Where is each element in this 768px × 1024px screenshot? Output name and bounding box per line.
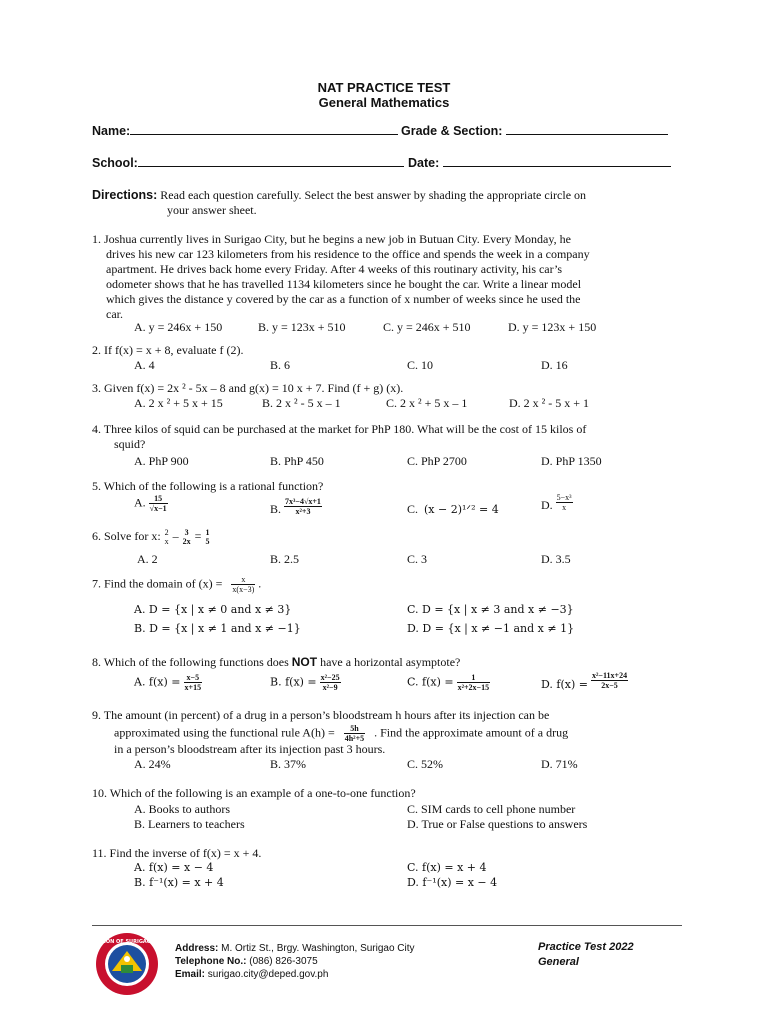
- q7-option-b[interactable]: B. D = {x | x ≠ 1 and x ≠ −1}: [134, 622, 301, 635]
- q5-option-a[interactable]: [134, 494, 168, 513]
- footer-address: [175, 942, 415, 955]
- q11-option-a[interactable]: A. f(x) = x − 4: [134, 861, 214, 874]
- question-4: 4. Three kilos of squid can be purchased at the market for PhP 180. What will be the cost of 15 kilos of: [92, 422, 587, 436]
- q8-d-fraction: [591, 671, 628, 690]
- q8-option-c[interactable]: [407, 673, 490, 692]
- q8-stem-post: have a horizontal asymptote?: [317, 655, 461, 669]
- q9-line2b: . Find the approximate amount of a drug: [374, 725, 569, 740]
- phone-value: (086) 826-3075: [246, 956, 318, 967]
- question-4-cont: squid?: [114, 437, 146, 451]
- q9-option-a[interactable]: A. 24%: [134, 757, 171, 771]
- q5-b-label: B.: [270, 502, 282, 516]
- q1-line: apartment. He drives back home every Friday. After 4 weeks of this routinary activity, his car’s: [106, 262, 563, 276]
- q5-b-den: x²+3: [295, 506, 311, 516]
- q8-a-den: x+15: [184, 683, 202, 692]
- directions: [92, 188, 692, 203]
- q6-f3d: 5: [205, 537, 210, 546]
- q7-option-c[interactable]: C. D = {x | x ≠ 3 and x ≠ −3}: [407, 603, 574, 616]
- q8-stem-pre: 8. Which of the following functions does: [92, 655, 292, 669]
- q8-a-fraction: [184, 673, 203, 692]
- q3-option-b[interactable]: B. 2 x ² - 5 x – 1: [262, 396, 341, 410]
- email-value: surigao.city@deped.gov.ph: [205, 969, 329, 980]
- q3-option-c[interactable]: C. 2 x ² + 5 x – 1: [386, 396, 468, 410]
- footer-right: [538, 940, 634, 970]
- question-3: 3. Given f(x) = 2x ² - 5x – 8 and g(x) = 10 x + 7. Find (f + g) (x).: [92, 381, 404, 395]
- q9-option-c[interactable]: C. 52%: [407, 757, 443, 771]
- q7-stem: 7. Find the domain of (x) =: [92, 576, 223, 591]
- q9-option-d[interactable]: D. 71%: [541, 757, 578, 771]
- question-9-line-3: in a person’s bloodstream after its injection past 3 hours.: [114, 742, 386, 756]
- date-field[interactable]: [408, 156, 671, 170]
- q8-option-d[interactable]: [541, 670, 628, 692]
- q7-option-a[interactable]: A. D = {x | x ≠ 0 and x ≠ 3}: [134, 603, 292, 616]
- q2-option-c[interactable]: C. 10: [407, 358, 434, 372]
- q4-option-b[interactable]: B. PhP 450: [270, 454, 324, 468]
- q8-c-den: x²+2x−15: [457, 683, 490, 692]
- q5-b-fraction: [284, 497, 322, 516]
- name-line[interactable]: [130, 134, 398, 135]
- q2-option-d[interactable]: D. 16: [541, 358, 568, 372]
- question-6: [92, 528, 210, 546]
- page-subtitle: General Mathematics: [318, 95, 450, 110]
- q2-option-b[interactable]: B. 6: [270, 358, 291, 372]
- q2-option-a[interactable]: A. 4: [134, 358, 155, 372]
- q8-d-den: 2x−5: [601, 680, 618, 690]
- q5-d-num: 5−x³: [556, 492, 572, 502]
- question-5: 5. Which of the following is a rational function?: [92, 479, 324, 493]
- q6-option-c[interactable]: C. 3: [407, 552, 428, 566]
- q5-d-den: x: [562, 502, 567, 512]
- q6-option-a[interactable]: A. 2: [137, 552, 158, 566]
- q5-c-expr: (x − 2)¹ᐟ² = 4: [424, 503, 499, 516]
- q10-option-a[interactable]: A. Books to authors: [134, 802, 230, 816]
- footer-divider: [92, 925, 682, 926]
- q9-fraction: [344, 724, 365, 743]
- q6-stem: 6. Solve for x:: [92, 528, 161, 543]
- q6-f1n: 2: [164, 528, 169, 537]
- q5-c-label: C.: [407, 502, 419, 516]
- q8-b-num: x²−25: [320, 673, 340, 682]
- q5-b-num: 7x³−4√x+1: [285, 496, 321, 506]
- q5-a-num: 15: [149, 494, 168, 504]
- q8-b-fraction: [320, 673, 341, 692]
- q5-a-label: A.: [134, 495, 146, 510]
- q4-option-a[interactable]: A. PhP 900: [134, 454, 189, 468]
- q6-frac-2: [182, 528, 192, 546]
- footer-subject-label: General: [538, 956, 579, 968]
- q1-option-c[interactable]: C. y = 246x + 510: [383, 320, 471, 334]
- footer-phone: [175, 955, 415, 968]
- directions-label: Directions:: [92, 188, 158, 202]
- q1-line: odometer shows that he has travelled 1134 kilometers since he bought the car. Write a linear model: [106, 277, 582, 291]
- q6-option-b[interactable]: B. 2.5: [270, 552, 300, 566]
- name-field[interactable]: [92, 124, 398, 138]
- q8-option-b[interactable]: [270, 673, 341, 692]
- q7-option-d[interactable]: D. D = {x | x ≠ −1 and x ≠ 1}: [407, 622, 575, 635]
- q5-a-den: √x−1: [149, 504, 167, 513]
- address-value: M. Ortiz St., Brgy. Washington, Surigao City: [218, 943, 415, 954]
- q1-line: 1. Joshua currently lives in Surigao City, but he begins a new job in Butuan City. Every Monday, he: [92, 232, 571, 246]
- school-field[interactable]: [92, 156, 404, 170]
- q8-c-fraction: [457, 673, 491, 692]
- q9-option-b[interactable]: B. 37%: [270, 757, 306, 771]
- email-label: Email:: [175, 969, 206, 980]
- q5-a-fraction: [149, 494, 168, 513]
- q8-option-a[interactable]: [134, 673, 202, 692]
- phone-label: Telephone No.:: [175, 956, 247, 967]
- q10-option-b[interactable]: B. Learners to teachers: [134, 817, 245, 831]
- question-7: 7. Find the domain of (x) = $\frac{x}{x(x-3)}$ .: [92, 575, 262, 594]
- q9-line2a: approximated using the functional rule A(h) =: [114, 725, 335, 740]
- q6-f1d: x: [164, 537, 169, 546]
- name-label: Name:: [92, 124, 131, 138]
- q8-b-den: x²−9: [322, 683, 338, 692]
- q5-d-fraction: [556, 493, 573, 512]
- q11-option-d[interactable]: D. f⁻¹(x) = x − 4: [407, 876, 498, 889]
- q1-option-d[interactable]: D. y = 123x + 150: [508, 320, 597, 334]
- q4-option-c[interactable]: C. PhP 2700: [407, 454, 467, 468]
- q1-line: drives his new car 123 kilometers from his residence to the office and spends the week in a company: [106, 247, 590, 261]
- q9-num: 5h: [344, 724, 365, 734]
- question-11: 11. Find the inverse of f(x) = x + 4.: [92, 846, 262, 860]
- q8-stem-bold: NOT: [291, 655, 318, 669]
- question-1: [92, 232, 692, 322]
- q8-a-label: A. f(x) =: [134, 675, 181, 689]
- q10-option-c[interactable]: C. SIM cards to cell phone number: [407, 802, 576, 816]
- q8-a-num: x−5: [184, 673, 203, 683]
- q6-eq: =: [194, 528, 202, 543]
- footer-email: [175, 968, 415, 981]
- q6-option-d[interactable]: D. 3.5: [541, 552, 571, 566]
- page-title: NAT PRACTICE TEST: [317, 80, 451, 95]
- grade-label: Grade & Section:: [401, 124, 503, 138]
- q6-f2d: 2x: [182, 537, 191, 546]
- q5-option-d[interactable]: [541, 492, 573, 513]
- question-10: 10. Which of the following is an example of a one-to-one function?: [92, 786, 416, 800]
- school-label: School:: [92, 156, 138, 170]
- q7-den: x(x−3): [232, 585, 255, 594]
- directions-text-2: your answer sheet.: [167, 203, 257, 217]
- q9-den: 4h²+5: [344, 734, 365, 743]
- question-2: 2. If f(x) = x + 8, evaluate f (2).: [92, 343, 244, 357]
- q6-frac-1: [164, 528, 170, 546]
- q6-frac-3: [204, 528, 210, 546]
- q6-f2n: 3: [184, 528, 189, 537]
- question-9: 9. The amount (in percent) of a drug in a person’s bloodstream h hours after its injection can be: [92, 708, 550, 722]
- q7-fraction: [231, 575, 255, 594]
- school-line[interactable]: [138, 166, 404, 167]
- q5-option-b[interactable]: [270, 496, 322, 517]
- q11-option-c[interactable]: C. f(x) = x + 4: [407, 861, 487, 874]
- grade-field[interactable]: [401, 124, 668, 138]
- date-line[interactable]: [443, 166, 671, 167]
- q11-option-b[interactable]: B. f⁻¹(x) = x + 4: [134, 876, 224, 889]
- directions-text: Read each question carefully. Select the best answer by shading the appropriate circle on: [160, 188, 587, 202]
- q6-minus: –: [172, 528, 179, 543]
- q1-line: car.: [106, 307, 123, 321]
- footer-contact: [175, 942, 415, 981]
- q1-option-a[interactable]: A. y = 246x + 150: [134, 320, 223, 334]
- q1-option-b[interactable]: B. y = 123x + 510: [258, 320, 346, 334]
- q8-c-label: C. f(x) =: [407, 675, 454, 689]
- svg-text:DIVISION OF SURIGAO CITY: DIVISION OF SURIGAO CITY: [88, 939, 166, 945]
- q8-b-label: B. f(x) =: [270, 675, 317, 689]
- question-8: [92, 655, 460, 670]
- q10-option-d[interactable]: D. True or False questions to answers: [407, 817, 588, 831]
- q8-d-label: D. f(x) =: [541, 678, 588, 691]
- address-label: Address:: [175, 943, 219, 954]
- q5-option-c[interactable]: [407, 502, 499, 517]
- question-9-line-2: [114, 724, 568, 743]
- q8-d-num: x²−11x+24: [592, 670, 628, 680]
- q3-option-d[interactable]: D. 2 x ² - 5 x + 1: [509, 396, 590, 410]
- q6-f3n: 1: [205, 528, 210, 537]
- grade-line[interactable]: [506, 134, 668, 135]
- q8-c-num: 1: [457, 673, 491, 683]
- q3-option-a[interactable]: A. 2 x ² + 5 x + 15: [134, 396, 223, 410]
- footer-test-label: Practice Test 2022: [538, 941, 634, 953]
- q7-num: x: [231, 575, 255, 585]
- division-seal-logo: [88, 931, 166, 997]
- q4-option-d[interactable]: D. PhP 1350: [541, 454, 602, 468]
- q5-d-label: D.: [541, 498, 553, 512]
- date-label: Date:: [408, 156, 440, 170]
- q1-line: which gives the distance y covered by the car as a function of x number of weeks since he used the: [106, 292, 581, 306]
